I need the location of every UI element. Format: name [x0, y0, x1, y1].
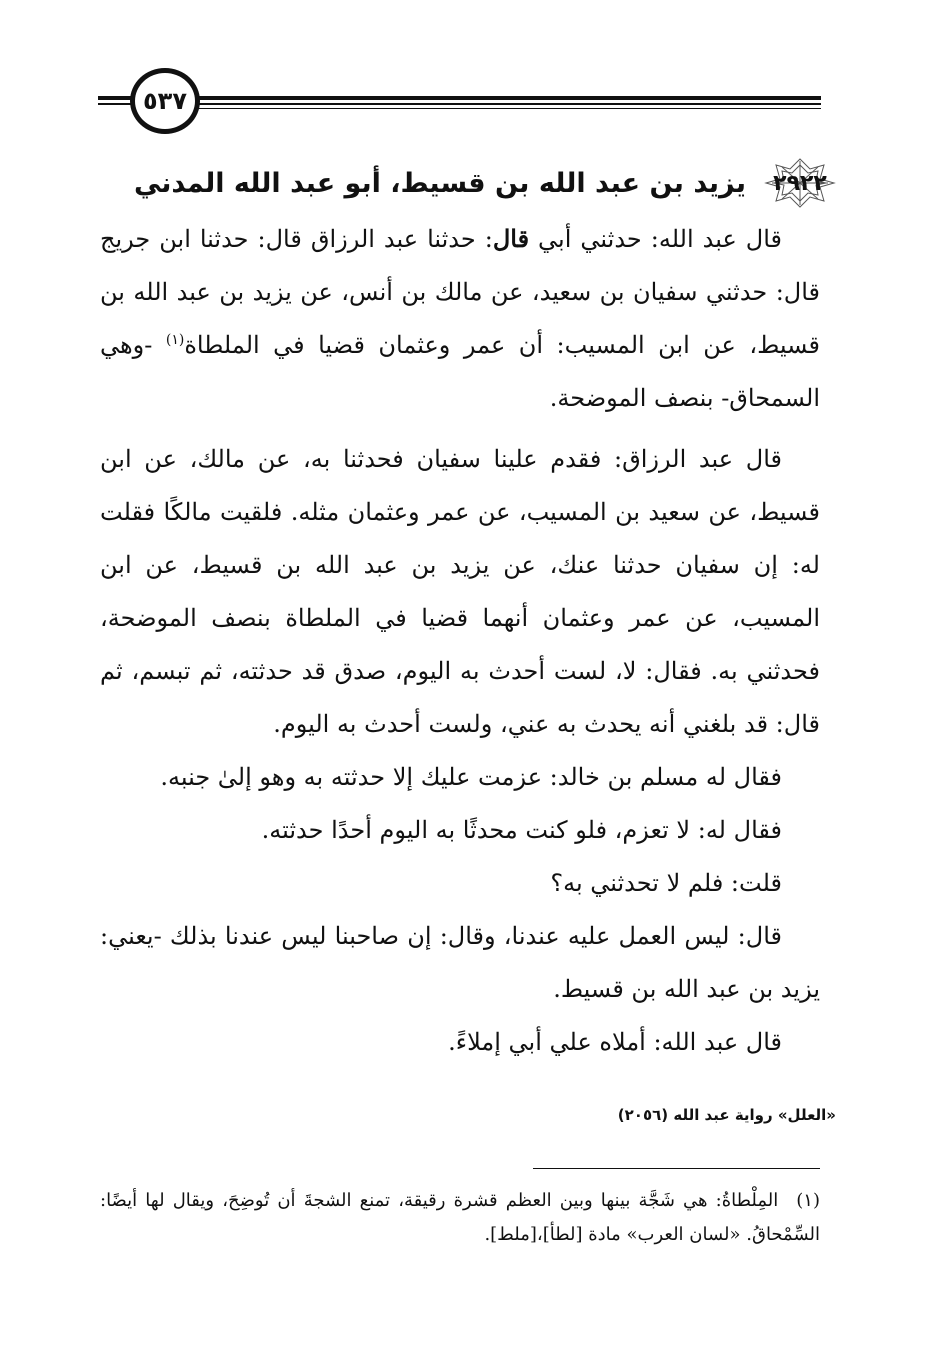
paragraph-3: فقال له مسلم بن خالد: عزمت عليك إلا حدثته به وهو إلىٰ جنبه. [160, 763, 782, 791]
entry-title: يزيد بن عبد الله بن قسيط، أبو عبد الله المدني [133, 167, 746, 199]
text-span: قال عبد الله: حدثني أبي [529, 225, 783, 253]
entry-number-badge [764, 157, 836, 209]
footnote-separator [533, 1168, 820, 1169]
paragraph-5: قلت: فلم لا تحدثني به؟ [550, 869, 782, 897]
entry-number: ٢٩٢٢ [773, 170, 827, 196]
footnote-number: (١) [796, 1190, 820, 1211]
header-rule-medium [98, 103, 821, 105]
text-span: -وهي السمحاق- بنصف الموضحة. [100, 331, 820, 412]
text-span: : حدثنا عبد الرزاق قال: حدثنا ابن جريج قال: حدثني سفيان بن سعيد، عن مالك بن أنس، عن يزيد بن عبد الله بن قسيط، عن ابن المسيب: أن عمر وعثمان قضيا في الملطاة [100, 225, 820, 359]
paragraph-7: قال عبد الله: أملاه علي أبي إملاءً. [448, 1028, 782, 1056]
source-citation: «العلل» رواية عبد الله (٢٠٥٦) [617, 1106, 836, 1124]
bold-word: قال [492, 224, 530, 253]
footnote [100, 1184, 820, 1252]
footnote-text: المِلْطاةُ: هي شَجَّة بينها وبين العظم قشرة رقيقة، تمنع الشجةَ أن تُوضِحَ، ويقال لها أيضًا: السِّمْحاقُ. «لسان العرب» مادة [لطأ]،[ملط]. [100, 1190, 820, 1245]
entry-heading [100, 156, 836, 210]
header-rule-thick [98, 96, 821, 100]
paragraph-1 [100, 212, 820, 425]
paragraph-6: قال: ليس العمل عليه عندنا، وقال: إن صاحبنا ليس عندنا بذلك -يعني: يزيد بن عبد الله بن قسيط. [100, 922, 820, 1003]
footnote-ref[interactable]: (١) [165, 332, 185, 348]
main-text [100, 212, 820, 1069]
paragraph-4: فقال له: لا تعزم، فلو كنت محدثًا به اليوم أحدًا حدثته. [261, 816, 782, 844]
paragraph-2: قال عبد الرزاق: فقدم علينا سفيان فحدثنا به، عن مالك، عن ابن قسيط، عن سعيد بن المسيب، عن عمر وعثمان مثله. فلقيت مالكًا فقلت له: إن سفيان حدثنا عنك، عن يزيد بن عبد الله بن قسيط، عن ابن المسيب، عن عمر وعثمان أنهما قضيا في الملطاة بنصف الموضحة، فحدثني به. فقال: لا، لست أحدث به اليوم، صدق قد حدثته، ثم تبسم، ثم قال: قد بلغني أنه يحدث به عني، ولست أحدث به اليوم. [100, 445, 820, 738]
page-number: ٥٣٧ [130, 68, 200, 134]
header-rule-thin [160, 108, 821, 109]
